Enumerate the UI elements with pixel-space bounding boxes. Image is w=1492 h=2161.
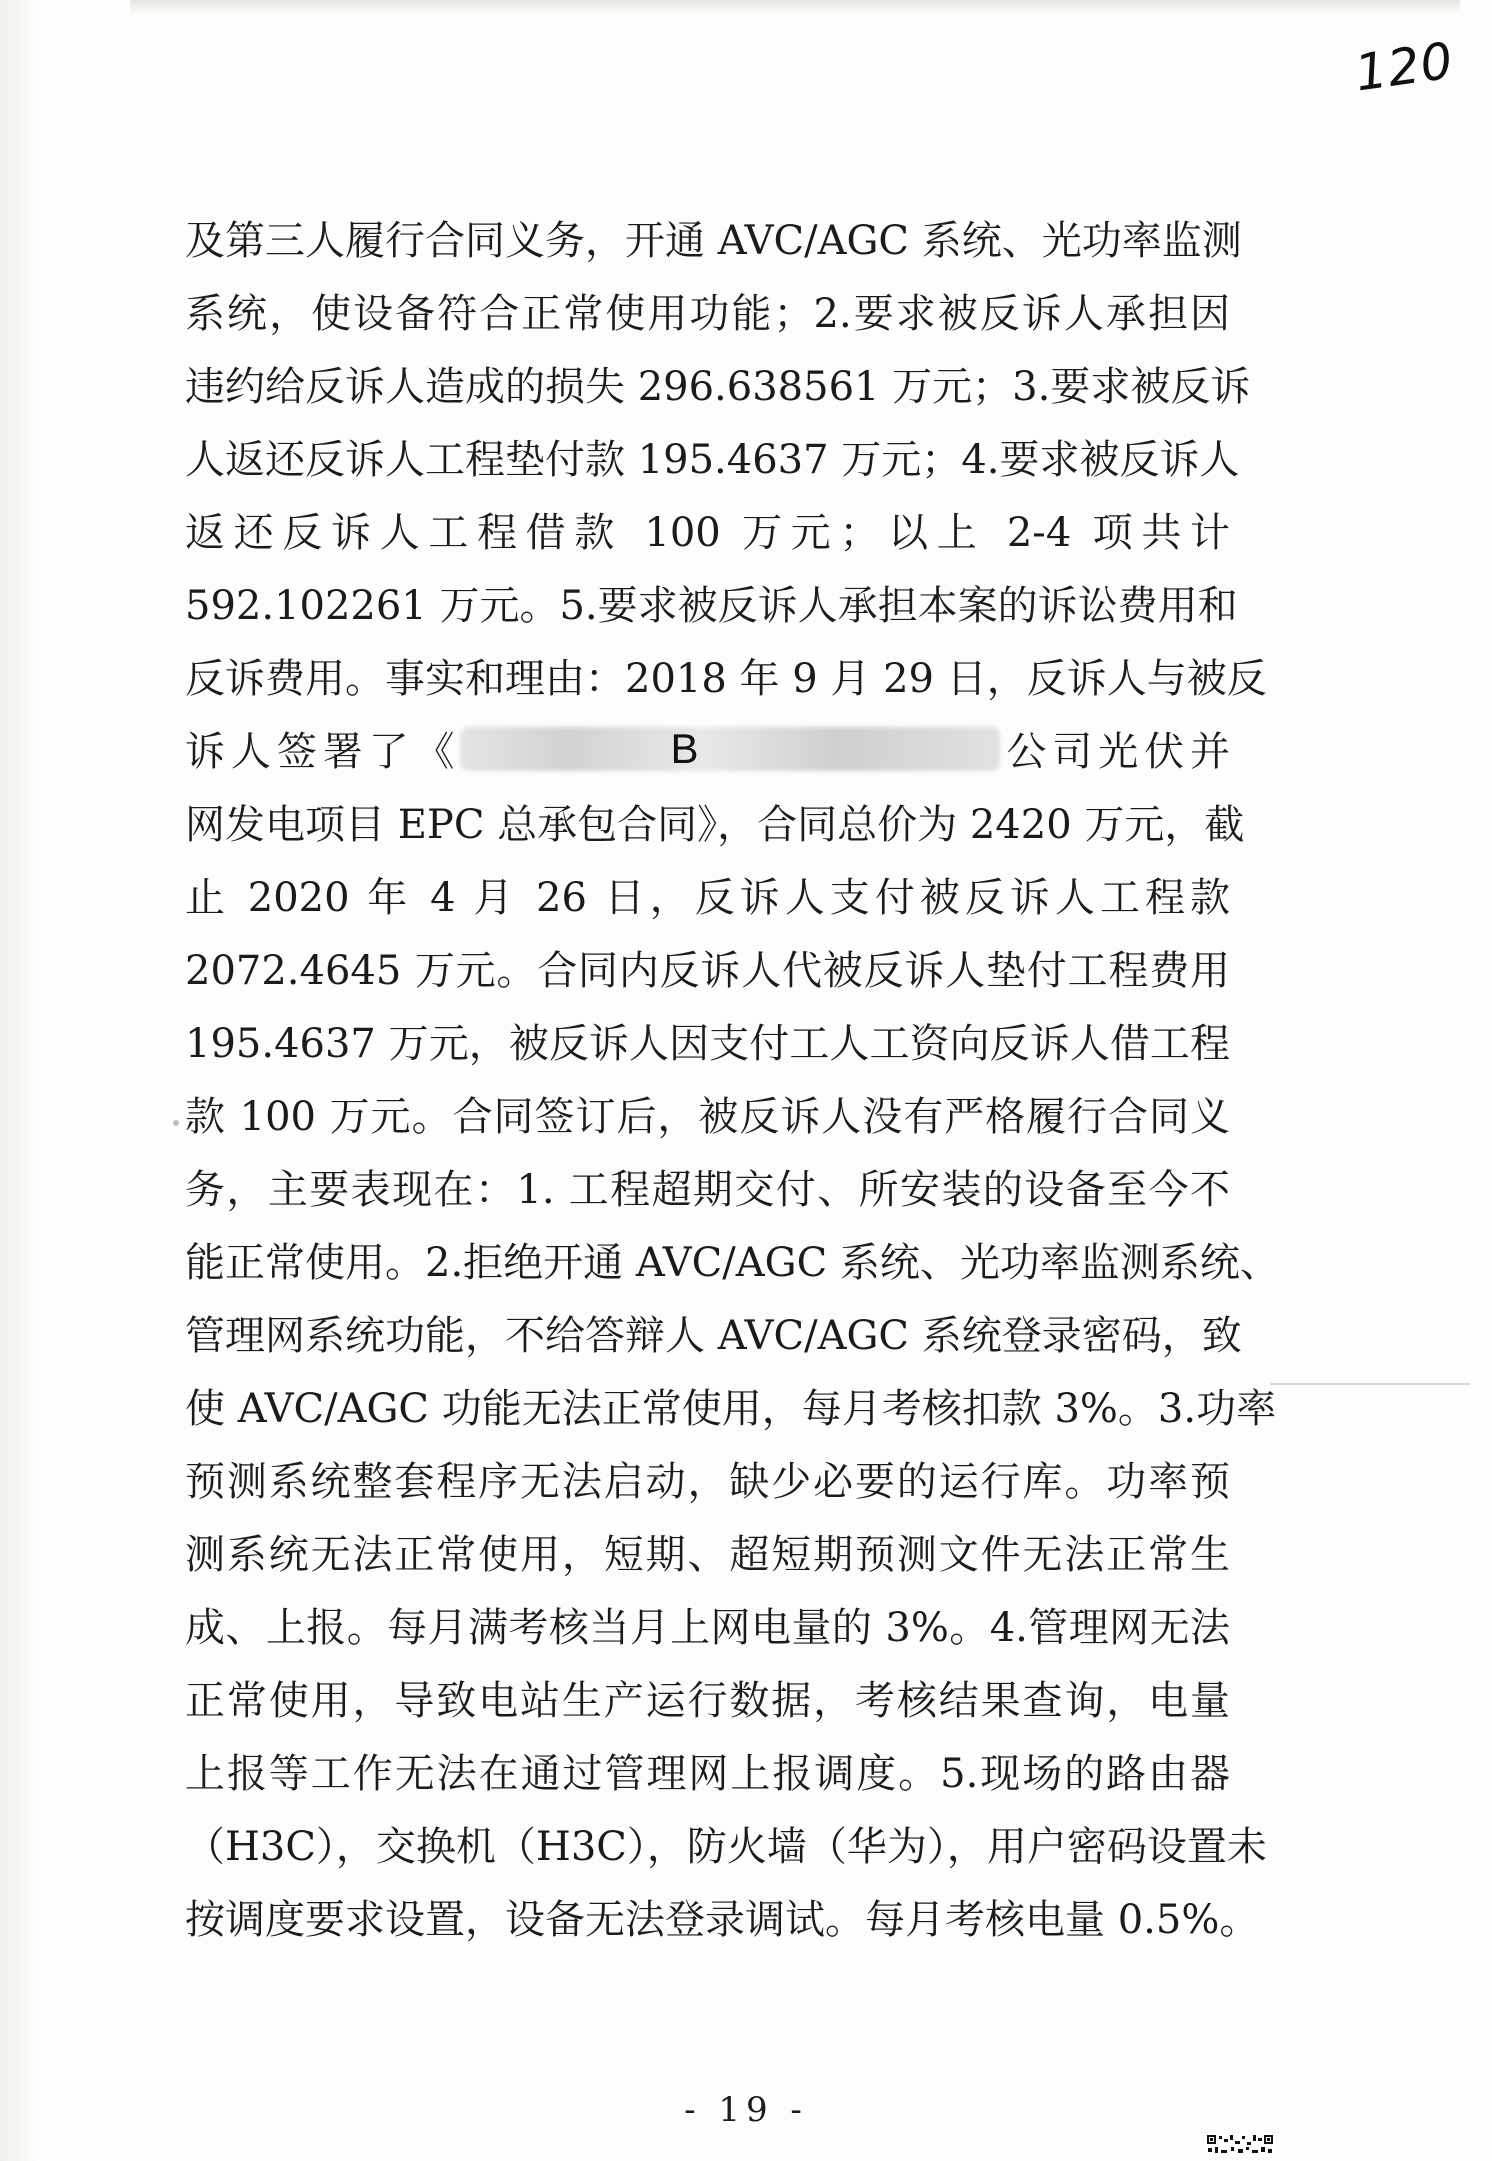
text-line: 能正常使用。2.拒绝开通 AVC/AGC 系统、光功率监测系统、 <box>185 1240 1280 1286</box>
text-line: 人返还反诉人工程垫付款 195.4637 万元；4.要求被反诉人 <box>185 437 1240 483</box>
text-line: 违约给反诉人造成的损失 296.638561 万元；3.要求被反诉 <box>185 364 1251 410</box>
page-number: - 19 - <box>684 2090 808 2130</box>
text-line: 592.102261 万元。5.要求被反诉人承担本案的诉讼费用和 <box>185 583 1238 629</box>
text-line: 网发电项目 EPC 总承包合同》，合同总价为 2420 万元，截 <box>185 802 1245 848</box>
document-body <box>185 205 1280 1957</box>
text-line: 测系统无法正常使用，短期、超短期预测文件无法正常生 <box>185 1532 1230 1578</box>
redaction-area <box>460 716 1000 789</box>
text-line: 按调度要求设置，设备无法登录调试。每月考核电量 0.5%。 <box>185 1897 1260 1943</box>
scan-crease-line <box>1270 1383 1470 1385</box>
text-line: 款 100 万元。合同签订后，被反诉人没有严格履行合同义 <box>185 1094 1230 1140</box>
text-line: （H3C），交换机（H3C），防火墙（华为），用户密码设置未 <box>185 1824 1267 1870</box>
text-line: 及第三人履行合同义务，开通 AVC/AGC 系统、光功率监测 <box>185 218 1242 264</box>
redaction-letter: B <box>670 725 699 772</box>
margin-speck <box>173 1120 179 1126</box>
blurred-redaction <box>460 727 1000 771</box>
text-line: 务，主要表现在：1. 工程超期交付、所安装的设备至今不 <box>185 1167 1230 1213</box>
text-line: 正常使用，导致电站生产运行数据，考核结果查询，电量 <box>185 1678 1230 1724</box>
redacted-line-prefix: 诉人签署了《 <box>185 729 461 775</box>
redacted-text-line <box>185 716 1230 789</box>
text-line: 2072.4645 万元。合同内反诉人代被反诉人垫付工程费用 <box>185 948 1230 994</box>
handwritten-page-mark: 120 <box>1351 31 1457 103</box>
redacted-line-suffix: 公司光伏并 <box>1000 729 1231 775</box>
text-line: 成、上报。每月满考核当月上网电量的 3%。4.管理网无法 <box>185 1605 1230 1651</box>
text-line: 管理网系统功能，不给答辩人 AVC/AGC 系统登录密码，致 <box>185 1313 1242 1359</box>
text-line: 反诉费用。事实和理由：2018 年 9 月 29 日，反诉人与被反 <box>185 656 1267 702</box>
scan-top-edge <box>130 0 1460 14</box>
qr-code-icon <box>1205 2133 1275 2157</box>
text-line: 上报等工作无法在通过管理网上报调度。5.现场的路由器 <box>185 1751 1230 1797</box>
text-line: 返还反诉人工程借款 100 万元；以上 2-4 项共计 <box>185 510 1230 556</box>
text-line: 系统，使设备符合正常使用功能；2.要求被反诉人承担因 <box>185 291 1230 337</box>
scan-left-shadow <box>0 0 40 2161</box>
text-line: 使 AVC/AGC 功能无法正常使用，每月考核扣款 3%。3.功率 <box>185 1386 1277 1432</box>
text-line: 预测系统整套程序无法启动，缺少必要的运行库。功率预 <box>185 1459 1230 1505</box>
text-line: 止 2020 年 4 月 26 日，反诉人支付被反诉人工程款 <box>185 875 1230 921</box>
text-line: 195.4637 万元，被反诉人因支付工人工资向反诉人借工程 <box>185 1021 1230 1067</box>
